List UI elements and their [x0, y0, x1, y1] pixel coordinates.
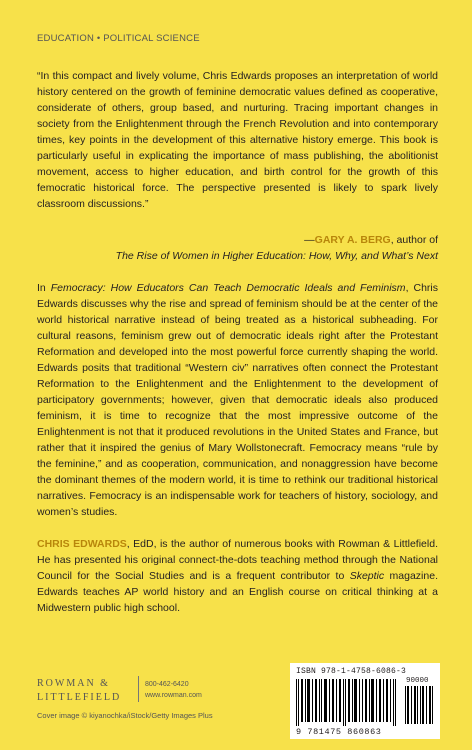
publisher-phone: 800-462-6420	[145, 681, 189, 688]
attribution-dash: —	[304, 234, 315, 246]
author-bio	[37, 536, 438, 616]
publisher-divider	[138, 676, 139, 702]
book-title: Femocracy: How Educators Can Teach Democratic Ideals and Feminism	[50, 282, 406, 294]
bio-text-2: magazine. Edwards teaches AP world history and an English course on critical thinking at a Midwestern public high school.	[37, 570, 438, 614]
attribution-suffix: , author of	[390, 234, 438, 246]
price-barcode-bars	[404, 686, 436, 724]
isbn-digits: 9 781475 860863	[296, 727, 382, 737]
publisher-logo	[37, 677, 121, 705]
endorsement-attribution	[37, 232, 438, 264]
category-label: EDUCATION • POLITICAL SCIENCE	[37, 33, 200, 44]
cover-image-credit: Cover image © kiyanochka/iStock/Getty Images Plus	[37, 711, 213, 720]
attribution-book-title: The Rise of Women in Higher Education: How, Why, and What’s Next	[115, 250, 438, 262]
isbn-label: ISBN 978-1-4758-6086-3	[296, 667, 407, 676]
publisher-line-1: ROWMAN &	[37, 678, 110, 689]
bio-text-1: , EdD, is the author of numerous books with Rowman & Littlefield. He has presented his original connect-the-dots teaching method through the National Council for the Social Studies and is a frequent contributor to	[37, 538, 438, 582]
author-name: CHRIS EDWARDS	[37, 538, 127, 550]
description-text: , Chris Edwards discusses why the rise and spread of feminism should be at the center of the world historical narrative instead of being treated as a historical subheading. For cultural reasons, feminism grew out of democratic ideals right after the Protestant Reformation and developed into the most powerful force currently shaping the world. Edwards posits that traditional “Western civ” narratives often connect the Protestant Reformation to the Enlightenment and the Enlightenment to the development of participatory governments; however, given that democratic ideals also produced feminism, it is time to recognize that the most impressive outcome of the Enlightenment is not that it produced revolutions in the United States and France, but rather that it inspired the genius of Mary Wollstonecraft. Femocracy means “rule by the feminine,” and as cooperation, communication, and nonaggression have become the dominant themes of the modern world, it is time to rethink our traditional historical narratives. Femocracy is an indispensable work for teachers of history, sociology, and women’s studies.	[37, 282, 438, 518]
publisher-line-2: LITTLEFIELD	[37, 692, 122, 703]
isbn-barcode	[290, 663, 440, 739]
attribution-name: GARY A. BERG	[314, 234, 391, 246]
price-code: 90000	[406, 677, 429, 685]
description-lead: In	[37, 282, 51, 294]
publisher-website: www.rowman.com	[145, 692, 202, 699]
book-description	[37, 280, 438, 520]
ean-barcode-bars	[294, 679, 400, 726]
magazine-title: Skeptic	[349, 570, 385, 582]
publisher-contact	[145, 679, 202, 701]
endorsement-quote: “In this compact and lively volume, Chris Edwards proposes an interpretation of world history centered on the growth of feminine democratic values defined as cooperative, considerate of others, group based, and nurturing. Tracing important changes in society from the Enlightenment through the French Revolution and into contemporary times, key points in the development of this alternative history emerge. This book is particularly useful in explicating the importance of mass publishing, the abolitionist movement, access to higher education, and birth control for the growth of this femocratic historical force. The perspective presented is likely to spark lively classroom discussions.”	[37, 70, 438, 210]
